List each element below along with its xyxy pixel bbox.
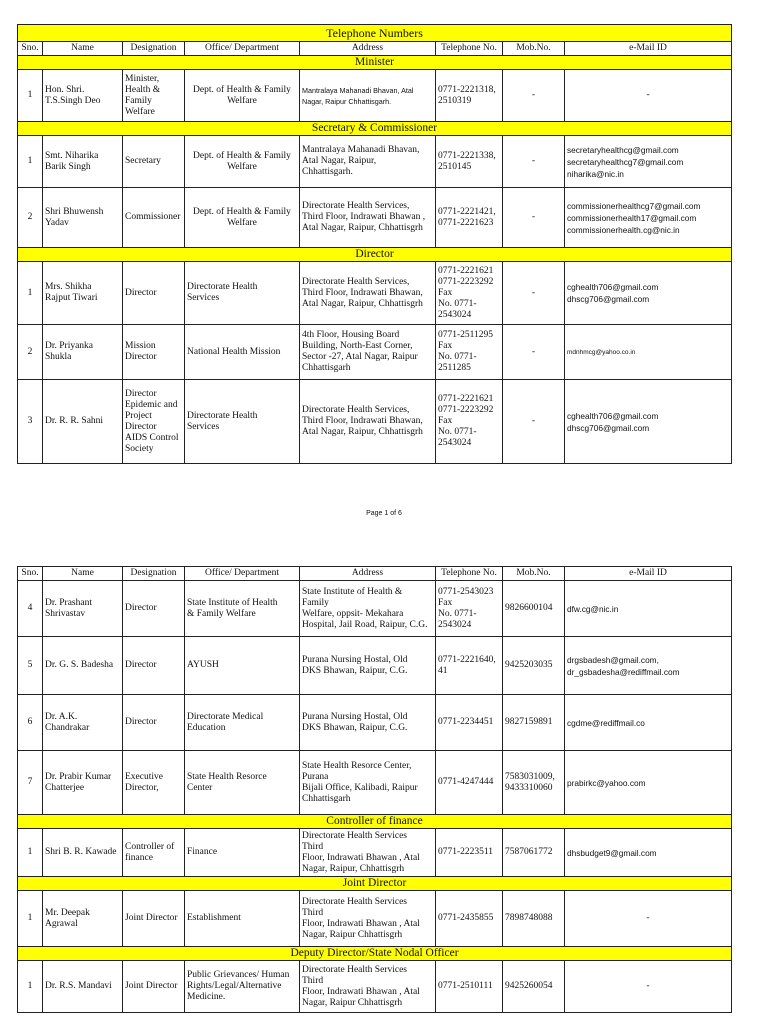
designation-cell: Director [123,581,185,637]
office-cell: Directorate Medical Education [185,695,300,751]
designation-cell: Joint Director [123,891,185,947]
office-cell: Public Grievances/ Human Rights/Legal/Alternative Medicine. [185,961,300,1013]
sno-cell: 1 [18,961,43,1013]
section-title: Secretary & Commissioner [18,122,732,136]
col-designation-header: Designation [123,567,185,581]
address-cell: State Health Resorce Center, Purana Bijali Office, Kalibadi, Raipur Chhattisgarh [300,751,436,815]
section-title: Deputy Director/State Nodal Officer [18,947,732,961]
telephone-cell: 0771-2510111 [436,961,503,1013]
office-cell: State Health Resorce Center [185,751,300,815]
sno-cell: 1 [18,136,43,188]
office-cell: Directorate Health Services [185,380,300,464]
section-title: Minister [18,56,732,70]
sno-cell: 1 [18,262,43,325]
mobile-cell: 9827159891 [503,695,565,751]
mobile-cell: 9826600104 [503,581,565,637]
telephone-cell: 0771-2543023 Fax No. 0771- 2543024 [436,581,503,637]
mobile-cell: 7587061772 [503,829,565,877]
office-cell: Establishment [185,891,300,947]
telephone-cell: 0771-2234451 [436,695,503,751]
office-cell: Dept. of Health & Family Welfare [185,188,300,248]
address-cell: Purana Nursing Hostal, Old DKS Bhawan, Raipur, C.G. [300,637,436,695]
email-cell: - [565,961,732,1013]
address-cell: Directorate Health Services, Third Floor, Indrawati Bhawan , Atal Nagar, Raipur, Chhattisgrh [300,188,436,248]
table-row [18,188,732,248]
address-cell: Directorate Health Services Third Floor, Indrawati Bhawan , Atal Nagar, Raipur Chhattisgrh [300,891,436,947]
section-header-deputy-director [18,947,732,961]
col-name-header: Name [43,42,123,56]
mobile-cell: 7583031009, 9433310060 [503,751,565,815]
sno-cell: 1 [18,70,43,122]
office-cell: Dept. of Health & Family Welfare [185,70,300,122]
name-cell: Dr. G. S. Badesha [43,637,123,695]
name-cell: Mrs. Shikha Rajput Tiwari [43,262,123,325]
address-cell: State Institute of Health & Family Welfare, oppsit- Mekahara Hospital, Jail Road, Raipur, C.G. [300,581,436,637]
table-row [18,829,732,877]
email-cell: dhsbudget9@gmail.com [565,829,732,877]
table-row [18,136,732,188]
address-cell: Mantralaya Mahanadi Bhavan, Atal Nagar, Raipur, Chhattisgarh. [300,136,436,188]
table-row [18,70,732,122]
column-header-row [18,567,732,581]
sno-cell: 4 [18,581,43,637]
col-sno-header: Sno. [18,42,43,56]
designation-cell: Executive Director, [123,751,185,815]
email-cell: secretaryhealthcg@gmail.com secretaryhealthcg7@gmail.com niharika@nic.in [565,136,732,188]
office-cell: Finance [185,829,300,877]
mobile-cell: - [503,325,565,380]
sno-cell: 2 [18,188,43,248]
table-title: Telephone Numbers [18,25,732,42]
address-cell: Directorate Health Services Third Floor, Indrawati Bhawan , Atal Nagar, Raipur, Chhattisgrh [300,829,436,877]
email-cell: - [565,70,732,122]
table-row [18,751,732,815]
telephone-cell: 0771-2223511 [436,829,503,877]
section-header-minister [18,56,732,70]
designation-cell: Mission Director [123,325,185,380]
col-email-header: e-Mail ID [565,42,732,56]
telephone-cell: 0771-2511295 Fax No. 0771- 2511285 [436,325,503,380]
designation-cell: Minister, Health & Family Welfare [123,70,185,122]
col-address-header: Address [300,42,436,56]
sno-cell: 1 [18,829,43,877]
col-mobile-header: Mob.No. [503,42,565,56]
table-row [18,380,732,464]
table-row [18,695,732,751]
telephone-cell: 0771-2221621 0771-2223292 Fax No. 0771- 2543024 [436,262,503,325]
section-header-director [18,248,732,262]
designation-cell: Joint Director [123,961,185,1013]
sno-cell: 2 [18,325,43,380]
section-title: Joint Director [18,877,732,891]
address-cell: Purana Nursing Hostal, Old DKS Bhawan, Raipur, C.G. [300,695,436,751]
mobile-cell: - [503,380,565,464]
name-cell: Dr. A.K. Chandrakar [43,695,123,751]
mobile-cell: - [503,262,565,325]
designation-cell: Director [123,262,185,325]
office-cell: State Institute of Health & Family Welfare [185,581,300,637]
email-cell: - [565,891,732,947]
col-telephone-header: Telephone No. [436,42,503,56]
sno-cell: 3 [18,380,43,464]
table-row [18,891,732,947]
name-cell: Hon. Shri. T.S.Singh Deo [43,70,123,122]
table-row [18,637,732,695]
section-header-finance [18,815,732,829]
name-cell: Dr. R.S. Mandavi [43,961,123,1013]
email-cell: cgdme@rediffmail.co [565,695,732,751]
telephone-cell: 0771-2221421, 0771-2221623 [436,188,503,248]
col-name-header: Name [43,567,123,581]
section-header-joint-director [18,877,732,891]
email-cell: dfw.cg@nic.in [565,581,732,637]
telephone-cell: 0771-4247444 [436,751,503,815]
name-cell: Mr. Deepak Agrawal [43,891,123,947]
col-office-header: Office/ Department [185,42,300,56]
name-cell: Dr. Priyanka Shukla [43,325,123,380]
address-cell: Directorate Health Services, Third Floor, Indrawati Bhawan, Atal Nagar, Raipur, Chhattisgrh [300,380,436,464]
col-designation-header: Designation [123,42,185,56]
email-cell: cghealth706@gmail.com dhscg706@gmail.com [565,262,732,325]
contacts-table-page-2 [17,566,732,1013]
col-telephone-header: Telephone No. [436,567,503,581]
telephone-cell: 0771-2221338, 2510145 [436,136,503,188]
name-cell: Dr. R. R. Sahni [43,380,123,464]
mobile-cell: 9425260054 [503,961,565,1013]
name-cell: Dr. Prashant Shrivastav [43,581,123,637]
office-cell: Dept. of Health & Family Welfare [185,136,300,188]
contacts-table-page-1 [17,24,732,464]
address-cell: Mantralaya Mahanadi Bhavan, Atal Nagar, Raipur Chhattisgarh. [300,70,436,122]
mobile-cell: - [503,136,565,188]
office-cell: Directorate Health Services [185,262,300,325]
col-sno-header: Sno. [18,567,43,581]
designation-cell: Commissioner [123,188,185,248]
page-number: Page 1 of 6 [366,510,402,517]
name-cell: Dr. Prabir Kumar Chatterjee [43,751,123,815]
col-mobile-header: Mob.No. [503,567,565,581]
mobile-cell: 9425203035 [503,637,565,695]
table-row [18,581,732,637]
email-cell: prabirkc@yahoo.com [565,751,732,815]
col-office-header: Office/ Department [185,567,300,581]
table-row [18,325,732,380]
mobile-cell: - [503,188,565,248]
office-cell: National Health Mission [185,325,300,380]
email-cell: cghealth706@gmail.com dhscg706@gmail.com [565,380,732,464]
table-row [18,961,732,1013]
section-title: Controller of finance [18,815,732,829]
designation-cell: Director [123,695,185,751]
designation-cell: Controller of finance [123,829,185,877]
name-cell: Shri B. R. Kawade [43,829,123,877]
telephone-cell: 0771-2221621 0771-2223292 Fax No. 0771- 2543024 [436,380,503,464]
name-cell: Shri Bhuwensh Yadav [43,188,123,248]
table-row [18,262,732,325]
designation-cell: Director [123,637,185,695]
sno-cell: 6 [18,695,43,751]
sno-cell: 5 [18,637,43,695]
email-cell: commissionerhealthcg7@gmail.com commissionerhealth17@gmail.com commissionerhealth.cg@nic.in [565,188,732,248]
section-header-secretary [18,122,732,136]
designation-cell: Director Epidemic and Project Director AIDS Control Society [123,380,185,464]
sno-cell: 7 [18,751,43,815]
col-address-header: Address [300,567,436,581]
telephone-cell: 0771-2221640, 41 [436,637,503,695]
designation-cell: Secretary [123,136,185,188]
email-cell: mdnhmcg@yahoo.co.in [565,325,732,380]
telephone-cell: 0771-2435855 [436,891,503,947]
name-cell: Smt. Niharika Barik Singh [43,136,123,188]
mobile-cell: 7898748088 [503,891,565,947]
address-cell: Directorate Health Services Third Floor, Indrawati Bhawan , Atal Nagar, Raipur Chhattisgrh [300,961,436,1013]
col-email-header: e-Mail ID [565,567,732,581]
section-title: Director [18,248,732,262]
email-cell: drgsbadesh@gmail.com, dr_gsbadesha@rediffmail.com [565,637,732,695]
sno-cell: 1 [18,891,43,947]
table-title-row [18,25,732,42]
address-cell: 4th Floor, Housing Board Building, North-East Corner, Sector -27, Atal Nagar, Raipur Chhattisgarh [300,325,436,380]
mobile-cell: - [503,70,565,122]
address-cell: Directorate Health Services, Third Floor, Indrawati Bhawan, Atal Nagar, Raipur, Chhattisgrh [300,262,436,325]
telephone-cell: 0771-2221318, 2510319 [436,70,503,122]
office-cell: AYUSH [185,637,300,695]
column-header-row [18,42,732,56]
